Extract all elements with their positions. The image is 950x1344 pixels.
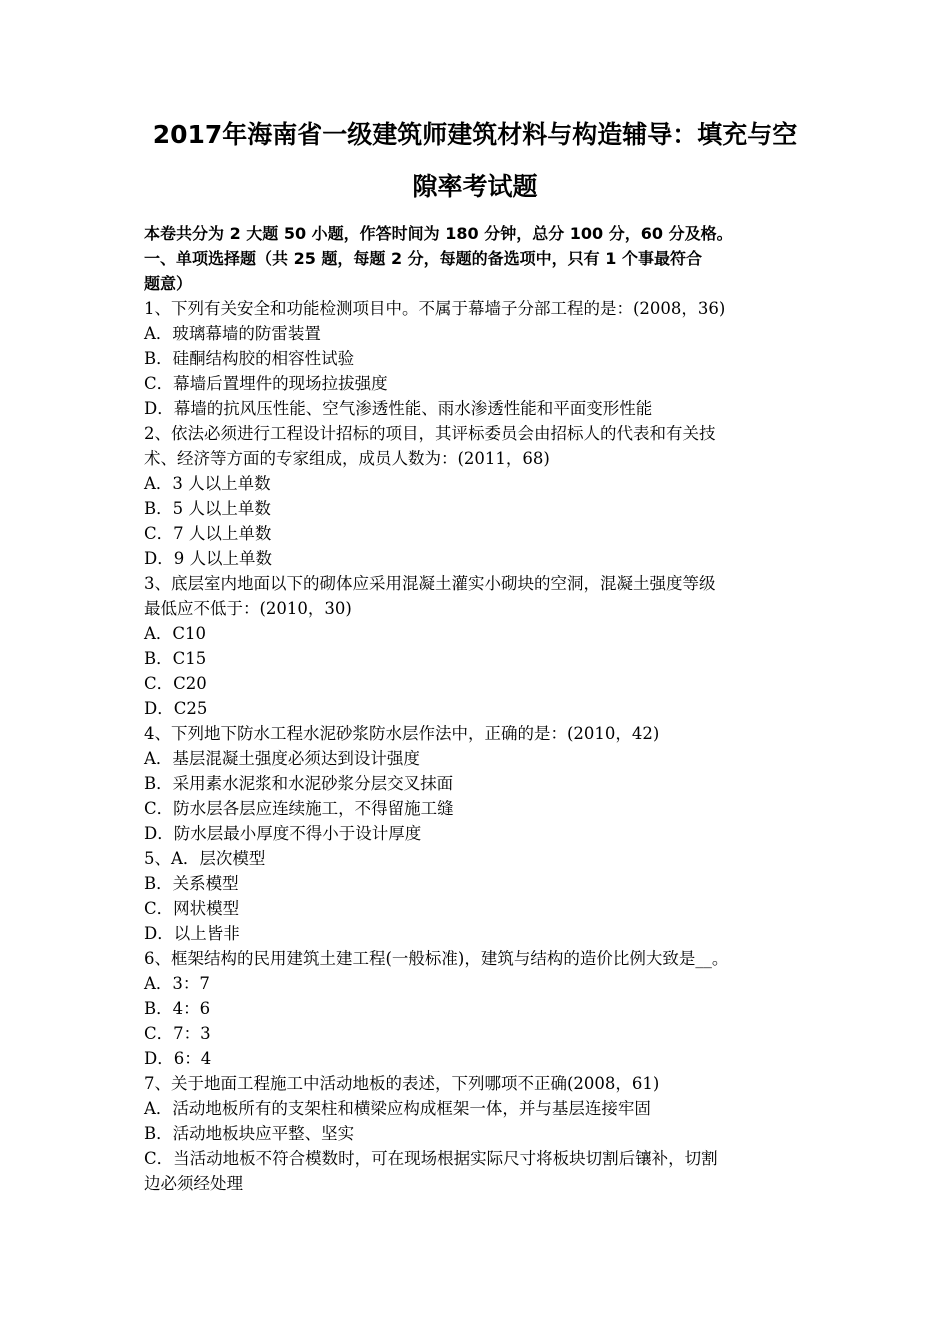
question-item: [144, 846, 810, 946]
question-item: [144, 296, 810, 421]
section-heading-line-2: 题意）: [144, 274, 193, 293]
answer-option: 边必须经处理: [144, 1174, 243, 1193]
question-stem-line: 术、经济等方面的专家组成，成员人数为：(2011，68): [144, 449, 550, 468]
question-item: [144, 721, 810, 846]
question-item: [144, 571, 810, 721]
answer-option: A．活动地板所有的支架柱和横梁应构成框架一体，并与基层连接牢固: [144, 1099, 651, 1118]
question-item: [144, 421, 810, 571]
answer-option: A．玻璃幕墙的防雷装置: [144, 324, 321, 343]
answer-option: D．6：4: [144, 1049, 212, 1068]
answer-option: A．基层混凝土强度必须达到设计强度: [144, 749, 420, 768]
question-item: [144, 1071, 810, 1196]
question-list: [144, 296, 810, 1196]
answer-option: A．C10: [144, 624, 207, 643]
section-heading-line-1: 一、单项选择题（共 25 题，每题 2 分，每题的备选项中，只有 1 个事最符合: [144, 249, 702, 268]
answer-option: A．3 人以上单数: [144, 474, 271, 493]
question-stem-line: 5、A．层次模型: [144, 849, 266, 868]
question-stem-line: 4、下列地下防水工程水泥砂浆防水层作法中，正确的是：(2010，42): [144, 724, 660, 743]
answer-option: D．防水层最小厚度不得小于设计厚度: [144, 824, 422, 843]
answer-option: D．9 人以上单数: [144, 549, 272, 568]
answer-option: B．采用素水泥浆和水泥砂浆分层交叉抹面: [144, 774, 454, 793]
question-stem-line: 3、底层室内地面以下的砌体应采用混凝土灌实小砌块的空洞，混凝土强度等级: [144, 574, 716, 593]
question-stem-line: 最低应不低于：(2010，30): [144, 599, 352, 618]
answer-option: B．C15: [144, 649, 207, 668]
answer-option: D．以上皆非: [144, 924, 240, 943]
answer-option: C．网状模型: [144, 899, 240, 918]
answer-option: C．7 人以上单数: [144, 524, 272, 543]
answer-option: B．硅酮结构胶的相容性试验: [144, 349, 355, 368]
document-title-line-2: 隙率考试题: [412, 172, 538, 201]
answer-option: A．3：7: [144, 974, 210, 993]
answer-option: B．活动地板块应平整、坚实: [144, 1124, 355, 1143]
answer-option: D．幕墙的抗风压性能、空气渗透性能、雨水渗透性能和平面变形性能: [144, 399, 653, 418]
question-stem-line: 2、依法必须进行工程设计招标的项目，其评标委员会由招标人的代表和有关技: [144, 424, 716, 443]
question-stem-line: 1、下列有关安全和功能检测项目中。不属于幕墙子分部工程的是：(2008，36): [144, 299, 726, 318]
answer-option: C．防水层各层应连续施工，不得留施工缝: [144, 799, 454, 818]
answer-option: D．C25: [144, 699, 208, 718]
answer-option: C．C20: [144, 674, 207, 693]
answer-option: B．5 人以上单数: [144, 499, 271, 518]
answer-option: B．4：6: [144, 999, 211, 1018]
question-stem-line: 7、关于地面工程施工中活动地板的表述，下列哪项不正确(2008，61): [144, 1074, 660, 1093]
answer-option: B．关系模型: [144, 874, 239, 893]
exam-intro: 本卷共分为 2 大题 50 小题，作答时间为 180 分钟，总分 100 分，60 分及格。: [144, 224, 733, 243]
answer-option: C．7：3: [144, 1024, 211, 1043]
question-stem-line: 6、框架结构的民用建筑土建工程(一般标准)，建筑与结构的造价比例大致是__。: [144, 949, 729, 968]
question-item: [144, 946, 810, 1071]
answer-option: C．当活动地板不符合模数时，可在现场根据实际尺寸将板块切割后镶补，切割: [144, 1149, 718, 1168]
document-body: [144, 221, 810, 1196]
document-title-line-1: 2017年海南省一级建筑师建筑材料与构造辅导：填充与空: [152, 120, 798, 149]
answer-option: C．幕墙后置埋件的现场拉拔强度: [144, 374, 388, 393]
